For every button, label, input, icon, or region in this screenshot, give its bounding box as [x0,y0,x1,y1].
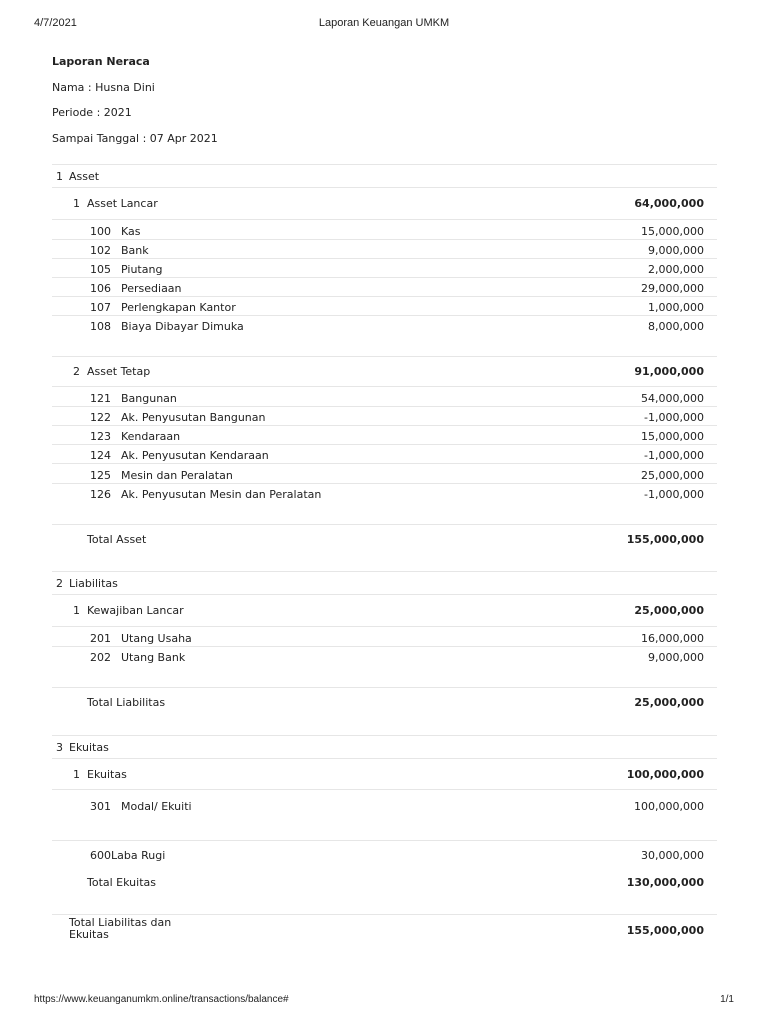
divider [52,386,717,387]
total-label: Total Liabilitas [87,696,166,709]
total-value: 130,000,000 [626,876,704,889]
group-total: 25,000,000 [634,604,704,617]
account-code: 122 [90,411,111,424]
print-date: 4/7/2021 [34,17,77,29]
account-row [52,221,717,241]
account-value: 29,000,000 [641,282,704,295]
account-value: 100,000,000 [634,800,704,813]
account-row [52,628,717,648]
section-liabilitas [52,573,717,593]
account-name: Biaya Dibayar Dimuka [121,320,244,333]
report-period: Periode : 2021 [52,106,132,119]
account-name: Perlengkapan Kantor [121,301,236,314]
total-ekuitas-row [52,872,717,892]
account-value: 54,000,000 [641,392,704,405]
report-name: Nama : Husna Dini [52,81,155,94]
account-row [52,445,717,465]
account-code: 100 [90,225,111,238]
grand-total-value: 155,000,000 [626,924,704,937]
account-row [52,316,717,336]
account-code: 126 [90,488,111,501]
account-row [52,407,717,427]
account-code: 105 [90,263,111,276]
account-code: 301 [90,800,111,813]
account-name: Mesin dan Peralatan [121,469,233,482]
divider [52,626,717,627]
group-number: 1 [73,768,80,781]
account-name: Utang Bank [121,651,186,664]
print-title: Laporan Keuangan UMKM [318,17,450,29]
group-total: 100,000,000 [626,768,704,781]
account-name: Ak. Penyusutan Kendaraan [121,449,269,462]
group-number: 2 [73,365,80,378]
section-number: 3 [56,741,63,754]
divider [52,758,717,759]
account-value: 9,000,000 [648,651,704,664]
total-value: 25,000,000 [634,696,704,709]
account-code: 123 [90,430,111,443]
section-ekuitas [52,737,717,757]
account-code: 121 [90,392,111,405]
account-row [52,426,717,446]
account-value: 9,000,000 [648,244,704,257]
group-kewajiban-lancar [52,600,717,620]
report-until-date: Sampai Tanggal : 07 Apr 2021 [52,132,218,145]
account-value: 16,000,000 [641,632,704,645]
account-name: Bangunan [121,392,177,405]
account-name: Kendaraan [121,430,181,443]
group-label: Asset Lancar [87,197,158,210]
account-name: Ak. Penyusutan Mesin dan Peralatan [121,488,322,501]
account-value: 25,000,000 [641,469,704,482]
laba-rugi-row [52,845,717,865]
total-label: Total Asset [87,533,147,546]
account-code: 124 [90,449,111,462]
divider [52,524,717,525]
account-row [52,465,717,485]
total-label: Total Ekuitas [87,876,156,889]
total-liabilitas-row [52,692,717,712]
page-url: https://www.keuanganumkm.online/transactions/balance# [34,994,289,1005]
account-name: Modal/ Ekuiti [121,800,192,813]
account-name: Kas [121,225,141,238]
divider [52,571,717,572]
account-code: 125 [90,469,111,482]
account-value: 2,000,000 [648,263,704,276]
divider [52,164,717,165]
account-code: 108 [90,320,111,333]
account-name: Piutang [121,263,163,276]
group-ekuitas [52,764,717,784]
page-number: 1/1 [720,994,734,1005]
group-total: 91,000,000 [634,365,704,378]
account-code: 202 [90,651,111,664]
account-code: 201 [90,632,111,645]
account-row [52,647,717,667]
account-row [52,484,717,504]
account-value: -1,000,000 [644,411,704,424]
group-label: Kewajiban Lancar [87,604,184,617]
account-row [52,259,717,279]
divider [52,789,717,790]
account-name: Ak. Penyusutan Bangunan [121,411,266,424]
divider [52,840,717,841]
account-row [52,796,717,816]
divider [52,687,717,688]
section-number: 1 [56,170,63,183]
divider [52,356,717,357]
group-asset-tetap [52,361,717,381]
account-name: Utang Usaha [121,632,192,645]
grand-total-label: Total Liabilitas dan Ekuitas [69,916,172,941]
account-name: Persediaan [121,282,182,295]
print-footer [34,994,734,1008]
profit-label: 600Laba Rugi [90,849,166,862]
section-number: 2 [56,577,63,590]
account-value: 8,000,000 [648,320,704,333]
total-asset-row [52,529,717,549]
profit-value: 30,000,000 [641,849,704,862]
account-name: Bank [121,244,149,257]
account-value: -1,000,000 [644,449,704,462]
section-label: Liabilitas [69,577,118,590]
account-row [52,240,717,260]
divider [52,187,717,188]
account-value: -1,000,000 [644,488,704,501]
group-label: Ekuitas [87,768,127,781]
section-asset [52,166,717,186]
total-value: 155,000,000 [626,533,704,546]
group-total: 64,000,000 [634,197,704,210]
divider [52,735,717,736]
group-number: 1 [73,604,80,617]
divider [52,219,717,220]
group-label: Asset Tetap [87,365,151,378]
account-row [52,297,717,317]
print-header [34,17,734,31]
group-number: 1 [73,197,80,210]
divider [52,594,717,595]
account-code: 102 [90,244,111,257]
section-label: Ekuitas [69,741,109,754]
account-row [52,278,717,298]
section-label: Asset [69,170,100,183]
group-asset-lancar [52,193,717,213]
divider [52,914,717,915]
account-code: 106 [90,282,111,295]
divider [52,463,717,464]
account-value: 15,000,000 [641,225,704,238]
account-code: 107 [90,301,111,314]
account-value: 15,000,000 [641,430,704,443]
account-row [52,388,717,408]
account-value: 1,000,000 [648,301,704,314]
report-title: Laporan Neraca [52,55,150,68]
